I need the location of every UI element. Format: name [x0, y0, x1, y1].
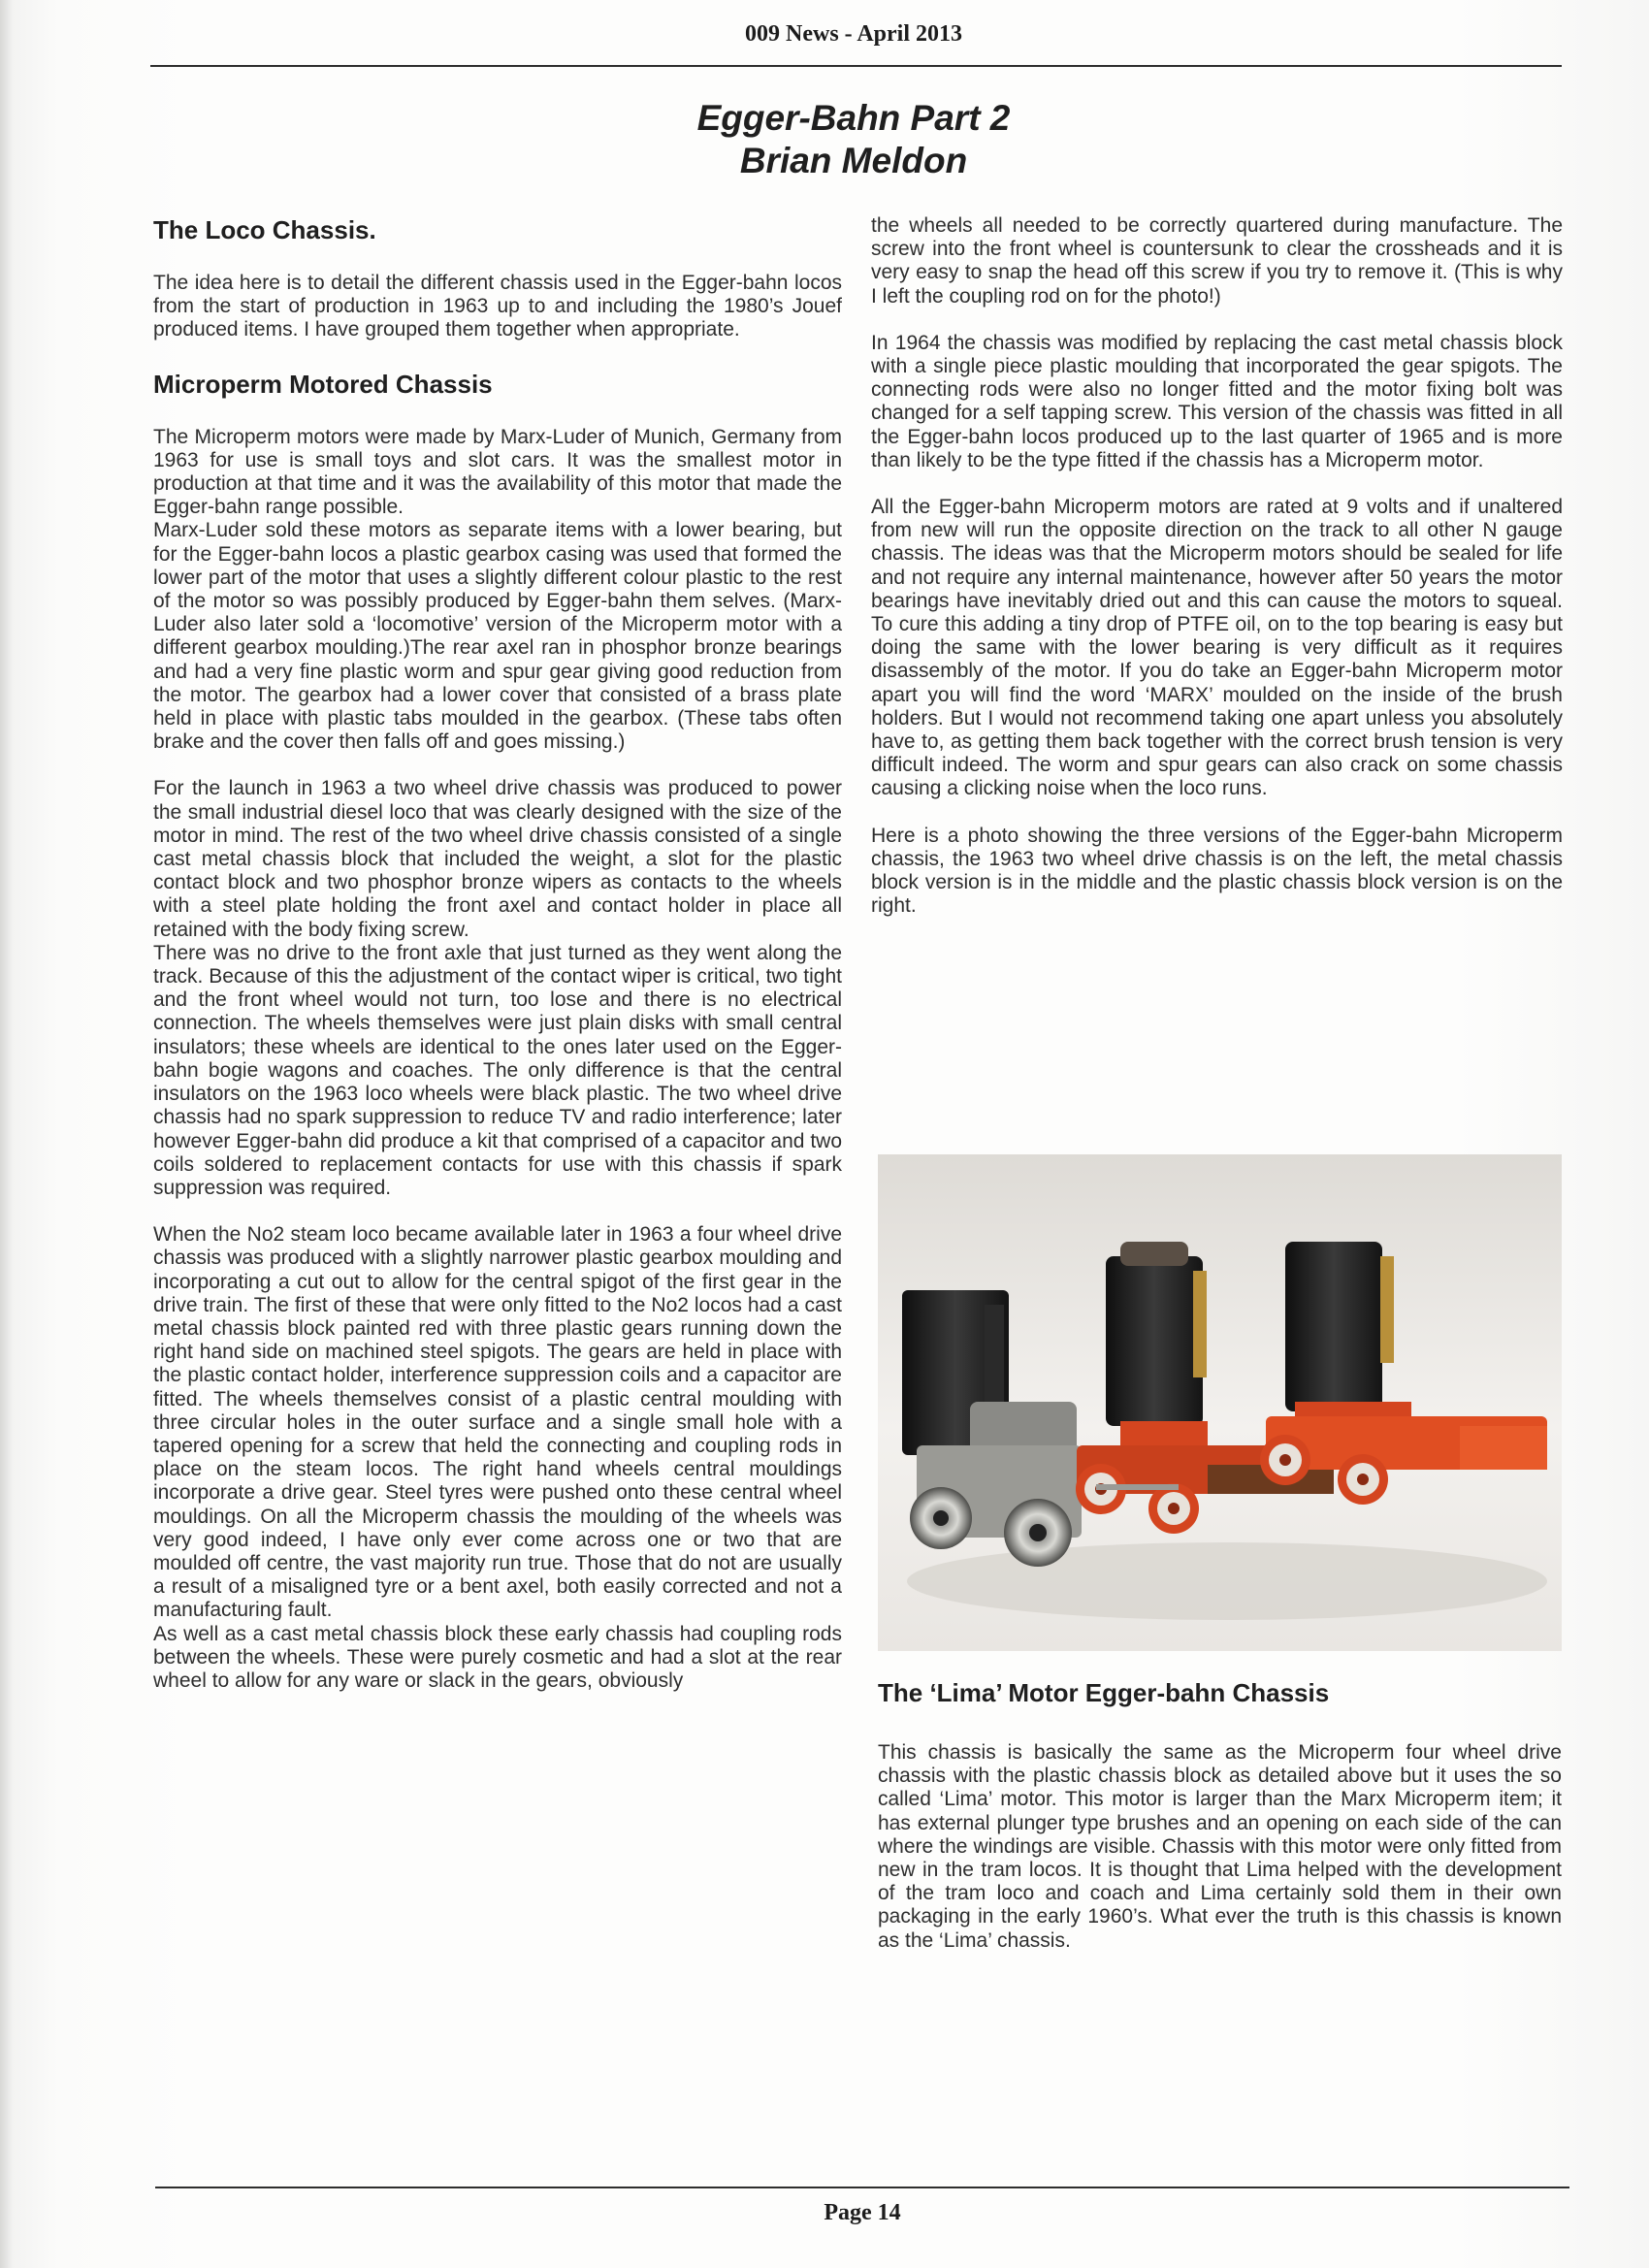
section-heading-microperm: Microperm Motored Chassis	[153, 369, 493, 399]
footer-rule	[155, 2187, 1569, 2188]
article-title-block	[543, 97, 1164, 182]
header-rule	[150, 65, 1562, 67]
paragraph: This chassis is basically the same as the Microperm four wheel drive chassis with the plastic chassis block as detailed above but it uses the so called ‘Lima’ motor. This motor is larger than the Marx Microperm item; it has external plunger type brushes and an opening on each side of the can where the windings are visible. Chassis with this motor were only fitted from new in the tram locos. It is thought that Lima helped with the development of the tram loco and coach and Lima certainly sold them in their own packaging in the early 1960’s. What ever the truth is this chassis is known as the ‘Lima’ chassis.	[878, 1741, 1562, 1952]
section-heading-lima: The ‘Lima’ Motor Egger-bahn Chassis	[878, 1678, 1330, 1707]
paragraph: the wheels all needed to be correctly quartered during manufacture. The screw into the front wheel is countersunk to clear the crossheads and it is very easy to snap the head off this screw if you try to remove it. (This is why I left the coupling rod on for the photo!)	[871, 214, 1563, 308]
paragraph: The idea here is to detail the different chassis used in the Egger-bahn locos from the start of production in 1963 up to and including the 1980’s Jouef produced items. I have grouped them together when appropriate.	[153, 272, 842, 341]
paragraph: All the Egger-bahn Microperm motors are rated at 9 volts and if unaltered from new will run the opposite direction on the track to all other N gauge chassis. The ideas was that the Microperm motors should be sealed for life and not require any internal maintenance, however after 50 years the motor bearings have inevitably dried out and this can cause the motors to squeal. To cure this adding a tiny drop of PTFE oil, on to the top bearing is easy but doing the same with the lower bearing is very difficult as it requires disassembly of the motor. If you do take an Egger-bahn Microperm motor apart you will find the word ‘MARX’ moulded on the inside of the brush holders. But I would not recommend taking one apart unless you absolutely have to, as getting them back together with the correct brush tension is very difficult indeed. The worm and spur gears can also crack on some chassis causing a clicking noise when the loco runs.	[871, 496, 1563, 800]
paragraph: The Microperm motors were made by Marx-Luder of Munich, Germany from 1963 for use is small toys and slot cars. It was the smallest motor in production at that time and it was the availability of this motor that made the Egger-bahn range possible.	[153, 425, 842, 519]
paragraph: For the launch in 1963 a two wheel drive chassis was produced to power the small industrial diesel loco that was clearly designed with the size of the motor in mind. The rest of the two wheel drive chassis consisted of a single cast metal chassis block that included the weight, a slot for the plastic contact block and two phosphor bronze wipers as contacts to the wheels with a steel plate holding the front axel and contact holder in place all retained with the body fixing screw.	[153, 777, 842, 941]
binding-shadow	[0, 0, 14, 2268]
lima-body	[878, 1741, 1562, 1953]
paragraph: Here is a photo showing the three versions of the Egger-bahn Microperm chassis, the 1963 two wheel drive chassis is on the left, the metal chassis block version is in the middle and the plastic chassis block version is on the right.	[871, 824, 1563, 918]
paragraph: There was no drive to the front axle that just turned as they went along the track. Because of this the adjustment of the contact wiper is critical, two tight and the front wheel would not turn, too lose and there is no electrical connection. The wheels themselves were just plain disks with small central insulators; these wheels are identical to the ones later used on the Egger-bahn bogie wagons and coaches. The only difference is that the central insulators on the 1963 loco wheels were black plastic. The two wheel drive chassis had no spark suppression to reduce TV and radio interference; later however Egger-bahn did produce a kit that comprised of a capacitor and two coils soldered to replacement contacts for use with this chassis if spark suppression was required.	[153, 941, 842, 1199]
paragraph: In 1964 the chassis was modified by replacing the cast metal chassis block with a single piece plastic moulding that incorporated the gear spigots. The connecting rods were also no longer fitted and the motor fixing bolt was changed for a self tapping screw. This version of the chassis was fitted in all the Egger-bahn locos produced up to the last quarter of 1965 and is more than likely to be the type fitted if the chassis has a Microperm motor.	[871, 331, 1563, 471]
section-heading-loco-chassis: The Loco Chassis.	[153, 215, 376, 244]
right-column	[871, 214, 1563, 918]
left-column	[153, 215, 842, 1693]
paragraph: Marx-Luder sold these motors as separate items with a lower bearing, but for the Egger-bahn locos a plastic gearbox casing was used that formed the lower part of the motor that uses a slightly different colour plastic to the rest of the motor so was possibly produced by Egger-bahn them selves. (Marx-Luder also later sold a ‘locomotive’ version of the Microperm motor with a different gearbox moulding.)The rear axel ran in phosphor bronze bearings and had a very fine plastic worm and spur gear giving good reduction from the motor. The gearbox had a lower cover that consisted of a brass plate held in place with plastic tabs moulded in the gearbox. (These tabs often brake and the cover then falls off and goes missing.)	[153, 519, 842, 754]
page-number: Page 14	[824, 2200, 901, 2225]
running-head: 009 News - April 2013	[745, 21, 962, 47]
chassis-photo	[878, 1154, 1562, 1651]
paragraph: As well as a cast metal chassis block these early chassis had coupling rods between the wheels. These were purely cosmetic and had a slot at the rear wheel to allow for any ware or slack in the gears, obviously	[153, 1622, 842, 1692]
article-title: Egger-Bahn Part 2	[696, 98, 1011, 138]
paragraph: When the No2 steam loco became available later in 1963 a four wheel drive chassis was produced with a slightly narrower plastic gearbox moulding and incorporating a cut out to allow for the central spigot of the first gear in the drive train. The first of these that were only fitted to the No2 locos had a cast metal chassis block painted red with three plastic gears running down the right hand side on machined steel spigots. The gears are held in place with the plastic contact holder, interference suppression coils and a capacitor are fitted. The wheels themselves consist of a plastic central moulding with three circular holes in the outer surface and a single small hole with a tapered opening for a screw that held the connecting and coupling rods in place on the steam locos. The right hand wheels central mouldings incorporate a drive gear. Steel tyres were pushed onto these central wheel mouldings. On all the Microperm chassis the moulding of the wheels was very good indeed, I have only ever come across one or two that are moulded off centre, the vast majority run true. Those that do not are usually a result of a misaligned tyre or a bent axel, both easily corrected and not a manufacturing fault.	[153, 1223, 842, 1622]
article-author: Brian Meldon	[739, 141, 968, 180]
